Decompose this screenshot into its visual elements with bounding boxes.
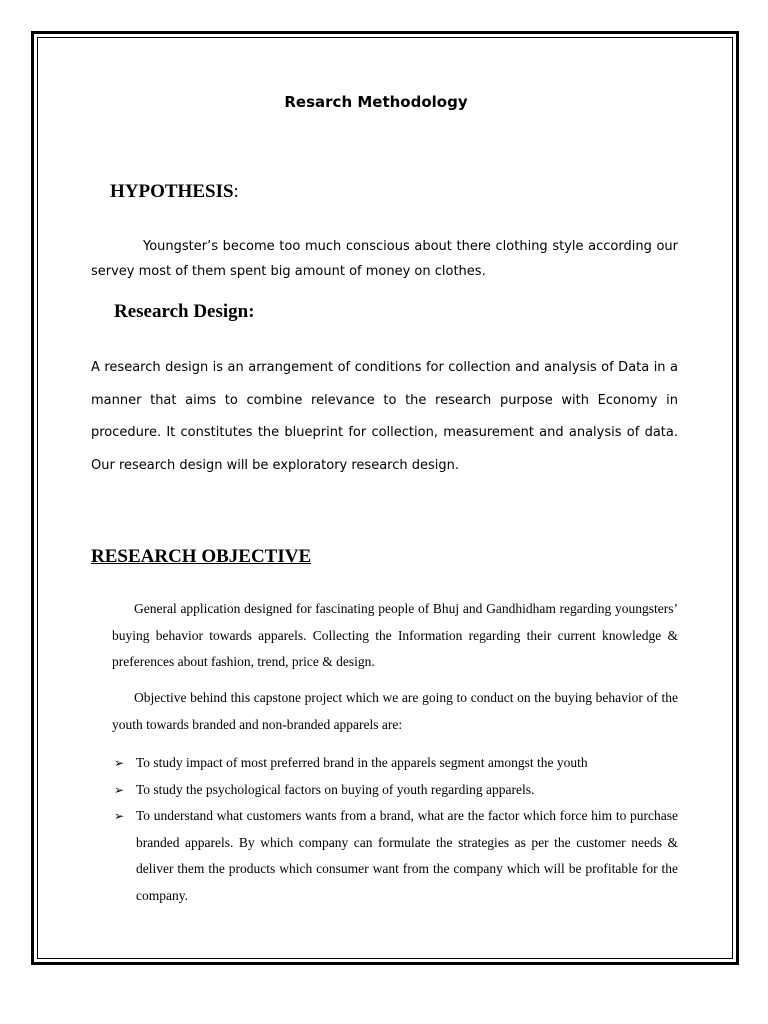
research-objective-heading: RESEARCH OBJECTIVE — [91, 546, 312, 567]
arrow-bullet-icon: ➢ — [114, 809, 125, 823]
research-objective-paragraph-2-text: Objective behind this capstone project which we are going to conduct on the buying behavior of the youth towards branded and non-branded apparels are: — [112, 690, 678, 732]
objective-bullet-list — [114, 750, 678, 909]
list-item-text: To understand what customers wants from a brand, what are the factor which force him to purchase branded apparels. By which company can formulate the strategies as per the customer needs & deliver them the products which consumer want from the company which will be profitable for the company. — [136, 808, 678, 903]
research-design-paragraph: A research design is an arrangement of conditions for collection and analysis of Data in a manner that aims to combine relevance to the research purpose with Economy in procedure. It constitutes the blueprint for collection, measurement and analysis of data. Our research design will be exploratory research design. — [91, 360, 678, 473]
list-item — [114, 750, 678, 777]
list-item-text: To study impact of most preferred brand in the apparels segment amongst the youth — [136, 755, 588, 770]
hypothesis-heading — [110, 181, 239, 203]
list-item — [114, 777, 678, 804]
arrow-bullet-icon: ➢ — [114, 782, 125, 797]
research-objective-paragraph-1-text: General application designed for fascinating people of Bhuj and Gandhidham regarding youngsters’ buying behavior towards apparels. Collecting the Information regarding their current knowledge & preferences about fashion, trend, price & design. — [112, 601, 678, 669]
document-title: Resarch Methodology — [284, 93, 468, 111]
list-item — [114, 803, 678, 909]
hypothesis-heading-text: HYPOTHESIS — [110, 181, 234, 202]
hypothesis-text: Youngster’s become too much conscious about there clothing style according our servey most of them spent big amount of money on clothes. — [91, 239, 678, 279]
hypothesis-heading-colon: : — [233, 181, 239, 202]
list-item-text: To study the psychological factors on buying of youth regarding apparels. — [136, 781, 535, 797]
research-design-heading: Research Design: — [114, 301, 255, 322]
research-objective-paragraph-2 — [112, 685, 678, 738]
hypothesis-paragraph — [91, 234, 678, 284]
research-objective-paragraph-1 — [112, 596, 678, 676]
arrow-bullet-icon: ➢ — [114, 756, 125, 770]
